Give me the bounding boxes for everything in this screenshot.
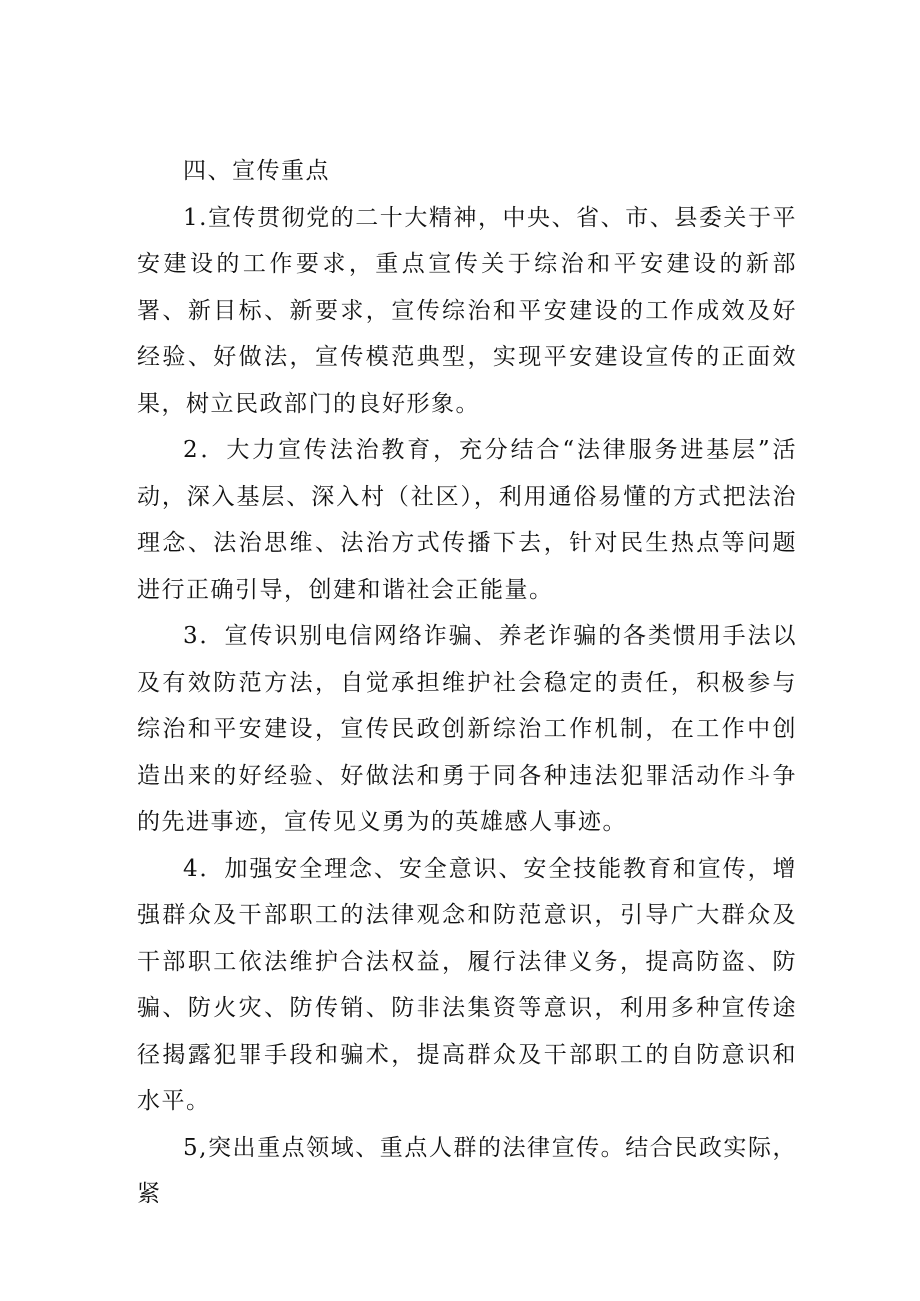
- paragraph-4: 4．加强安全理念、安全意识、安全技能教育和宣传，增强群众及干部职工的法律观念和防范意识，引导广大群众及干部职工依法维护合法权益，履行法律义务，提高防盗、防骗、防火灾、防传销、防非法集资等意识，利用多种宣传途径揭露犯罪手段和骗术，提高群众及干部职工的自防意识和水平。: [137, 855, 797, 1114]
- paragraph-5: 5,突出重点领域、重点人群的法律宣传。结合民政实际，紧: [137, 1134, 797, 1207]
- section-heading: 四、宣传重点: [183, 158, 330, 184]
- paragraph-3: 3．宣传识别电信网络诈骗、养老诈骗的各类惯用手法以及有效防范方法，自觉承担维护社会稳定的责任，积极参与综治和平安建设，宣传民政创新综治工作机制，在工作中创造出来的好经验、好做法和勇于同各种违法犯罪活动作斗争的先进事迹，宣传见义勇为的英雄感人事迹。: [137, 623, 797, 835]
- paragraph-2: 2．大力宣传法治教育，充分结合“法律服务进基层”活动，深入基层、深入村（社区），利用通俗易懂的方式把法治理念、法治思维、法治方式传播下去，针对民生热点等问题进行正确引导，创建和谐社会正能量。: [137, 437, 797, 603]
- document-body: [137, 148, 797, 1218]
- paragraph-1: 1.宣传贯彻党的二十大精神，中央、省、市、县委关于平安建设的工作要求，重点宣传关于综治和平安建设的新部署、新目标、新要求，宣传综治和平安建设的工作成效及好经验、好做法，宣传模范典型，实现平安建设宣传的正面效果，树立民政部门的良好形象。: [137, 204, 797, 417]
